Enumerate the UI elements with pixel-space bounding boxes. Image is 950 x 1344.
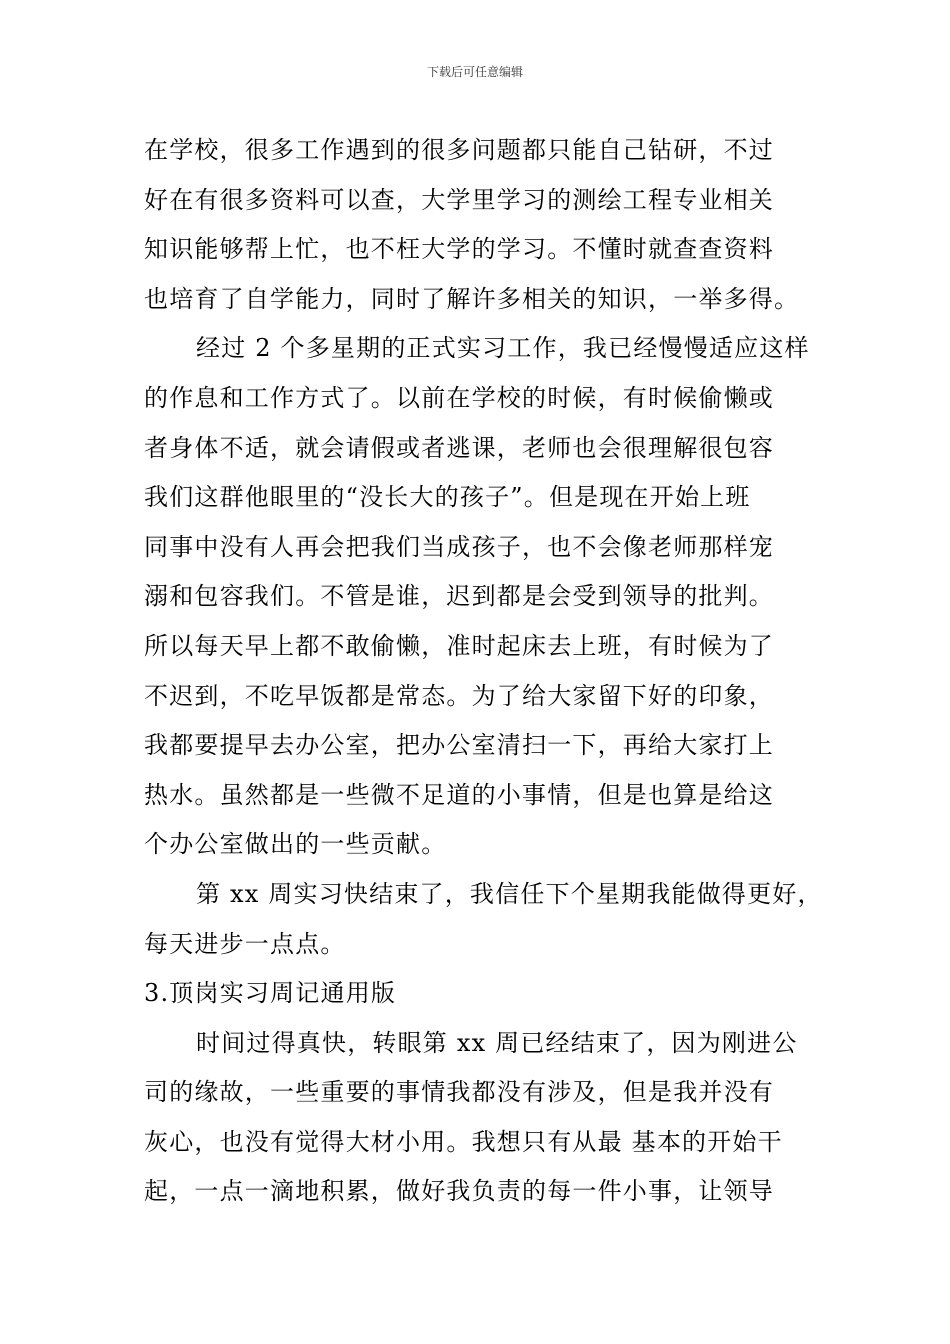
text-line: 第 xx 周实习快结束了，我信任下个星期我能做得更好， <box>196 879 823 908</box>
text-line: 的作息和工作方式了。以前在学校的时候，有时候偷懒或 <box>144 383 774 412</box>
text-line: 我们这群他眼里的“没长大的孩子”。但是现在开始上班 <box>144 483 751 512</box>
text-line: 3.顶岗实习周记通用版 <box>144 979 397 1008</box>
text-line: 热水。虽然都是一些微不足道的小事情，但是也算是给这 <box>144 780 774 809</box>
text-line: 同事中没有人再会把我们当成孩子，也不会像老师那样宠 <box>144 532 774 561</box>
text-line: 个办公室做出的一些贡献。 <box>144 830 447 859</box>
text-line: 知识能够帮上忙，也不枉大学的学习。不懂时就查查资料 <box>144 235 774 264</box>
text-line: 所以每天早上都不敢偷懒，准时起床去上班，有时候为了 <box>144 631 774 660</box>
text-line: 好在有很多资料可以查，大学里学习的测绘工程专业相关 <box>144 185 774 214</box>
text-line: 每天进步一点点。 <box>144 929 346 958</box>
text-line: 不迟到，不吃早饭都是常态。为了给大家留下好的印象， <box>144 681 774 710</box>
text-line: 也培育了自学能力，同时了解许多相关的知识，一举多得。 <box>144 284 800 313</box>
text-line: 者身体不适，就会请假或者逃课，老师也会很理解很包容 <box>144 433 774 462</box>
text-line: 司的缘故，一些重要的事情我都没有涉及，但是我并没有 <box>144 1078 774 1107</box>
text-line: 起，一点一滴地积累，做好我负责的每一件小事，让领导 <box>144 1177 774 1206</box>
text-line: 溺和包容我们。不管是谁，迟到都是会受到领导的批判。 <box>144 582 774 611</box>
document-body <box>144 126 823 1217</box>
text-line: 灰心，也没有觉得大材小用。我想只有从最 基本的开始干 <box>144 1127 783 1156</box>
text-line: 时间过得真快，转眼第 xx 周已经结束了，因为刚进公 <box>196 1028 798 1057</box>
page-header: 下载后可任意编辑 <box>426 65 523 79</box>
text-line: 我都要提早去办公室，把办公室清扫一下，再给大家打上 <box>144 731 774 760</box>
text-line: 经过 2 个多星期的正式实习工作，我已经慢慢适应这样 <box>196 334 810 363</box>
text-line: 在学校，很多工作遇到的很多问题都只能自己钻研，不过 <box>144 136 774 164</box>
